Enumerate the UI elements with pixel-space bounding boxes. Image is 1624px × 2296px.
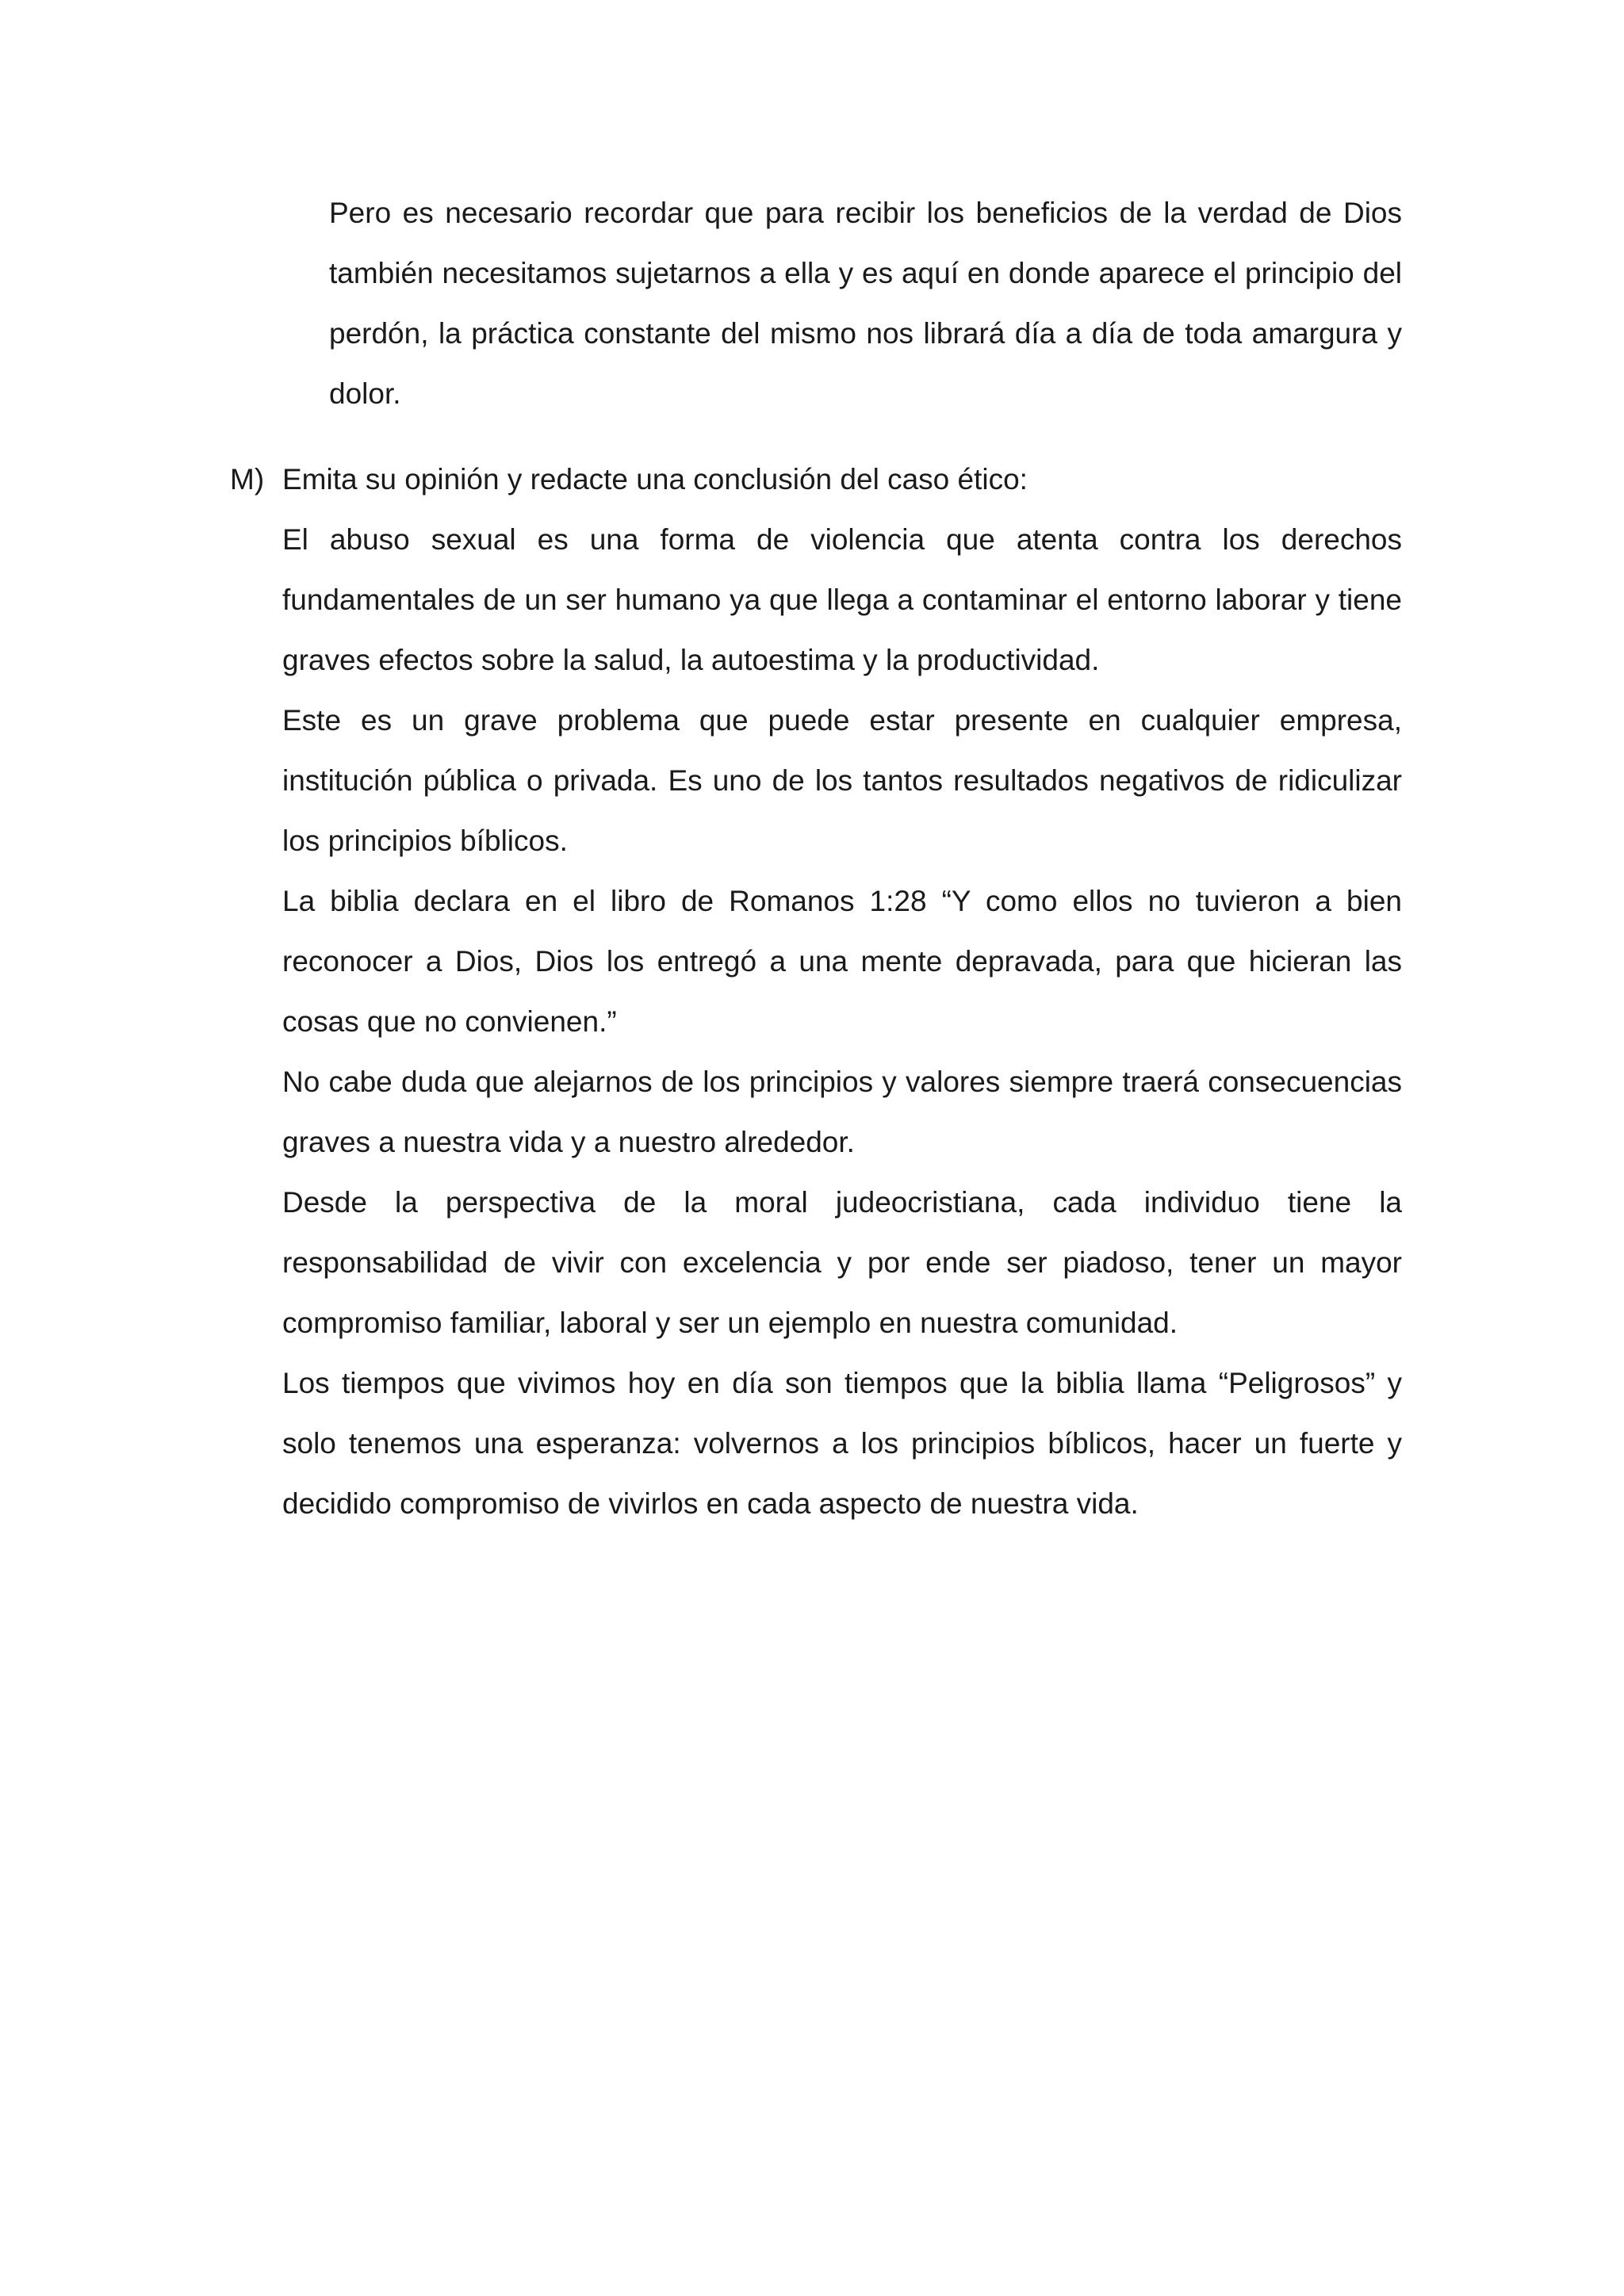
intro-paragraph: Pero es necesario recordar que para recibir los beneficios de la verdad de Dios también necesitamos sujetarnos a ella y es aquí en donde aparece el principio del perdón, la práctica constante del mismo nos librará día a día de toda amargura y dolor. bbox=[329, 197, 1402, 410]
section-m-marker: M) bbox=[230, 463, 265, 496]
paragraph-moral: Desde la perspectiva de la moral judeocristiana, cada individuo tiene la responsabilidad de vivir con excelencia y por ende ser piadoso, tener un mayor compromiso familiar, laboral y ser un ejemplo en nuestra comunidad. bbox=[282, 1186, 1402, 1339]
paragraph-valores: No cabe duda que alejarnos de los principios y valores siempre traerá consecuencias graves a nuestra vida y a nuestro alrededor. bbox=[282, 1066, 1402, 1158]
section-m-title: Emita su opinión y redacte una conclusión del caso ético: bbox=[282, 463, 1028, 496]
section-m-heading bbox=[230, 450, 1028, 510]
paragraph-problema: Este es un grave problema que puede estar presente en cualquier empresa, institución pública o privada. Es uno de los tantos resultados negativos de ridiculizar los principios bíblicos. bbox=[282, 704, 1402, 857]
section-m-body bbox=[282, 510, 1402, 1534]
paragraph-romanos: La biblia declara en el libro de Romanos 1:28 “Y como ellos no tuvieron a bien reconocer a Dios, Dios los entregó a una mente depravada, para que hicieran las cosas que no convienen.” bbox=[282, 885, 1402, 1038]
paragraph-abuso: El abuso sexual es una forma de violencia que atenta contra los derechos fundamentales de un ser humano ya que llega a contaminar el entorno laborar y tiene graves efectos sobre la salud, la autoestima y la productividad. bbox=[282, 523, 1402, 676]
paragraph-tiempos: Los tiempos que vivimos hoy en día son tiempos que la biblia llama “Peligrosos” y solo tenemos una esperanza: volvernos a los principios bíblicos, hacer un fuerte y decidido compromiso de vivirlos en cada aspecto de nuestra vida. bbox=[282, 1367, 1402, 1520]
